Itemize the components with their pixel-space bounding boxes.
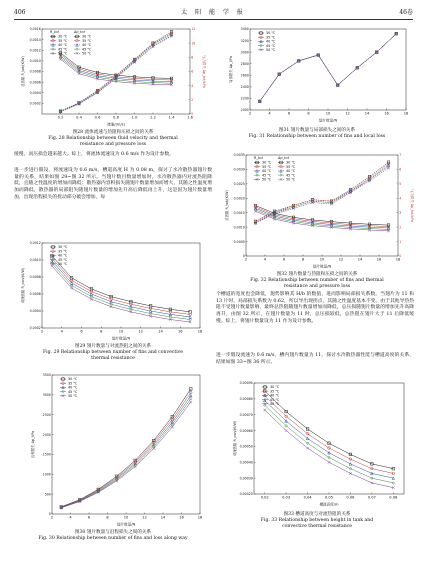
- legend2-entry: 40 ℃: [82, 43, 92, 48]
- y2-tick-label: 7: [399, 153, 402, 158]
- legend-entry: 50 ℃: [262, 177, 272, 182]
- x-tick-label: 14: [158, 329, 163, 334]
- x-axis-label: 翅片数量/N: [116, 522, 136, 527]
- y-tick-label: 2200: [240, 96, 249, 101]
- y-tick-label: 0: [242, 254, 245, 259]
- legend2-entry: 50 ℃: [82, 51, 92, 56]
- legend-entry: 40 ℃: [68, 385, 78, 390]
- x-tick-label: 6: [80, 329, 83, 334]
- legend-entry: 30 ℃: [262, 160, 272, 165]
- y2-axis-label: 压力损失 Δp_tot/kPa: [410, 189, 414, 222]
- legend-entry: 35 ℃: [58, 38, 68, 43]
- y-tick-label: 2800: [240, 61, 249, 66]
- y-axis-label: 总热阻 R_tot/(K/W): [225, 190, 229, 221]
- figure-29-chart: [20, 238, 206, 342]
- paragraph-right-2: 进一步假设流速为 0.6 m/s，槽内翅片数量为 11，探讨水冷散热器性能与槽道高度的关系，结果如图 33~图 36 所示。: [216, 353, 414, 365]
- series-line-0: [61, 389, 191, 507]
- y-tick-label: 0.00070: [239, 412, 253, 417]
- y-tick-label: 0.00040: [239, 460, 253, 465]
- series-line-4: [52, 266, 190, 322]
- figure-28-caption: 图28 流体流速与热阻和压损之间的关系 Fig. 28 Relationship between fluid velocity and thermal resistance and pressure loss: [48, 130, 178, 148]
- f28-svg: [20, 24, 206, 128]
- y-tick-label: 1000: [42, 472, 51, 477]
- legend-entry: 45 ℃: [68, 389, 78, 394]
- y2-tick-label: 1: [399, 239, 402, 244]
- f29-svg: [20, 238, 206, 342]
- y-tick-label: 0.00080: [239, 397, 253, 402]
- y-tick-label: 0.0025: [233, 182, 245, 187]
- legend-entry: 35 ℃: [270, 389, 280, 394]
- y2-axis-label: 压力损失 Δp_tot/kPa: [202, 55, 206, 88]
- x-tick-label: 1.6: [187, 115, 193, 120]
- x-tick-label: 0.4: [76, 115, 82, 120]
- figure-30-chart: [30, 370, 206, 528]
- legend-entry: 50 ℃: [58, 51, 68, 56]
- y-tick-label: 0.0002: [29, 101, 41, 106]
- series-point: [78, 72, 81, 75]
- y-tick-label: 0.0005: [233, 239, 245, 244]
- page-number: 406: [14, 9, 26, 16]
- y-tick-label: 0.00020: [239, 492, 253, 497]
- figure-33-chart: [232, 378, 410, 508]
- legend-entry: 45 ℃: [58, 257, 68, 262]
- x-axis-label: 翅片数量/N: [111, 336, 131, 341]
- series-line-2: [61, 396, 191, 508]
- y-tick-label: 0.0006: [29, 292, 41, 297]
- x-axis-label: 槽道高度/m: [319, 502, 339, 507]
- series-point: [59, 58, 62, 61]
- y-tick-label: 1500: [42, 452, 51, 457]
- y-tick-label: 3000: [240, 50, 249, 55]
- y-tick-label: 2000: [42, 432, 51, 437]
- legend2-title: Δp_tot: [278, 156, 289, 160]
- x-tick-label: 0.05: [324, 495, 334, 500]
- y2-tick-label: 0: [399, 254, 402, 259]
- y2-tick-label: 6: [399, 167, 402, 172]
- y-tick-label: 0.0010: [29, 258, 41, 263]
- x-tick-label: 0.07: [367, 495, 376, 500]
- y-tick-label: 0.0004: [29, 90, 41, 95]
- f33-svg: [232, 378, 410, 508]
- x-tick-label: 18: [395, 257, 401, 262]
- figure-32-chart: [224, 150, 414, 270]
- y2-tick-label: 2: [191, 98, 194, 103]
- x-tick-label: 10: [319, 257, 325, 262]
- x-tick-label: 4: [60, 329, 63, 334]
- x-tick-label: 2: [50, 515, 54, 520]
- x-tick-label: 1.0: [131, 115, 138, 120]
- x-tick-label: 6: [287, 111, 291, 116]
- paragraph-left-2: 进一步进行假设，将流速设为 0.6 m/s，槽道高度 H 为 0.08 m，探讨了水冷散热器翅片数量的关系，结果如图 29~图 32 所示。当翅片数目数量增加时，水冷散热器内对流热阻降低，且随之性温度的增加而降低；散热器内容积损失随翅片数量增加而增大，其随之性温度增加而降低，散热器的局部阻失随翅片数量的增加先升高后降低再上升，这是因为翅片数量增加，出现沿程损失的扰动部分破会增加，每: [14, 168, 212, 200]
- x-tick-label: 1.4: [168, 115, 175, 120]
- legend-entry: 30 ℃: [270, 385, 280, 390]
- y2-tick-label: 4: [191, 83, 194, 88]
- series-point: [263, 409, 266, 412]
- series-point: [285, 429, 288, 432]
- y-tick-label: 0.00050: [239, 444, 253, 449]
- series-point: [349, 472, 352, 475]
- x-tick-label: 14: [357, 257, 363, 262]
- x-tick-label: 2: [40, 329, 44, 334]
- y-tick-label: 0.0030: [233, 167, 245, 172]
- series-line-2: [260, 34, 397, 102]
- series-line-4: [260, 34, 397, 102]
- volume-label: 46卷: [399, 9, 413, 16]
- x-tick-label: 16: [177, 329, 183, 334]
- journal-title: 太 阳 能 学 报: [181, 9, 246, 16]
- x-tick-label: 12: [338, 257, 344, 262]
- legend2-entry: 30 ℃: [82, 34, 92, 39]
- x-tick-label: 16: [179, 515, 184, 520]
- figure-29-caption: 图29 翅片数量与对流热阻之间的关系 Fig. 29 Relationship between number of fins and convective thermal resistance: [43, 344, 183, 362]
- y-tick-label: 2000: [240, 108, 249, 113]
- x-tick-label: 2: [244, 257, 248, 262]
- y-tick-label: 3400: [240, 27, 249, 32]
- figure-31-caption: 图31 翅片数量与局部损失之间的关系 Fig. 31 Relationship between number of fins and local loss: [248, 128, 386, 140]
- legend-entry: 45 ℃: [262, 173, 272, 178]
- y-tick-label: 3500: [42, 373, 51, 378]
- y-tick-label: 0.00060: [239, 428, 253, 433]
- legend-entry: 30 ℃: [266, 31, 276, 36]
- y-tick-label: 0.00090: [239, 381, 253, 386]
- y-tick-label: 0.0006: [29, 80, 41, 85]
- x-axis-label: 翅片数量/N: [318, 118, 338, 123]
- y2-tick-label: 0: [191, 112, 194, 117]
- legend-entry: 45 ℃: [270, 397, 280, 402]
- x-tick-label: 16: [376, 257, 382, 262]
- legend-entry: 30 ℃: [68, 377, 78, 382]
- x-tick-label: 18: [197, 515, 203, 520]
- x-tick-label: 4: [263, 257, 267, 262]
- x-tick-label: 0.08: [389, 495, 398, 500]
- y-tick-label: 2600: [240, 73, 249, 78]
- series-line-0: [260, 34, 397, 102]
- y2-tick-label: 8: [191, 55, 194, 60]
- f31-svg: [228, 24, 412, 124]
- legend-entry: 45 ℃: [266, 43, 276, 48]
- x-tick-label: 10: [325, 111, 331, 116]
- x-tick-label: 16: [384, 111, 389, 116]
- y-tick-label: 0.0035: [233, 153, 245, 158]
- legend-entry: 50 ℃: [270, 402, 280, 406]
- x-tick-label: 12: [142, 515, 147, 520]
- x-tick-label: 0.04: [303, 495, 312, 500]
- y-tick-label: 0.0010: [233, 225, 245, 230]
- f30-svg: [30, 370, 206, 528]
- legend-entry: 35 ℃: [266, 35, 276, 40]
- y-tick-label: 500: [44, 492, 51, 497]
- y-tick-label: 3200: [240, 38, 249, 43]
- y2-tick-label: 6: [191, 69, 194, 74]
- y-tick-label: 0: [48, 512, 51, 517]
- x-tick-label: 12: [138, 329, 144, 334]
- legend-entry: 35 ℃: [68, 381, 78, 386]
- x-tick-label: 0.6: [94, 115, 101, 120]
- y-tick-label: 0.0014: [29, 37, 41, 42]
- y2-tick-label: 5: [399, 182, 402, 187]
- series-point: [189, 401, 192, 404]
- x-tick-label: 14: [160, 515, 166, 520]
- legend-title: R_tot: [254, 156, 263, 160]
- legend-entry: 40 ℃: [58, 43, 68, 48]
- series-line-3: [260, 34, 397, 102]
- y2-tick-label: 12: [191, 27, 196, 32]
- x-tick-label: 0.8: [113, 115, 119, 120]
- x-tick-label: 0.03: [282, 495, 291, 500]
- legend-entry: 50 ℃: [266, 48, 276, 52]
- legend-entry: 30 ℃: [58, 34, 68, 39]
- f32-svg: [224, 150, 414, 270]
- series-line-3: [265, 405, 394, 483]
- y-tick-label: 0.0012: [29, 48, 41, 53]
- y-tick-label: 0.0002: [29, 326, 41, 331]
- legend-title: R_tot: [50, 30, 59, 34]
- legend2-entry: 45 ℃: [286, 173, 296, 178]
- x-tick-label: 8: [301, 257, 305, 262]
- series-point: [134, 465, 137, 468]
- series-line-1: [260, 34, 397, 102]
- figure-30-caption: 图30 翅片数量与沿程损失之间的关系 Fig. 30 Relationship between number of fins and loss along way: [38, 530, 188, 542]
- series2-line-3: [61, 35, 172, 111]
- series-line-0: [265, 391, 394, 469]
- y-axis-label: 沿程损失 Δp_f/Pa: [31, 430, 35, 459]
- figure-28-chart: [20, 24, 206, 128]
- y-tick-label: 0.0012: [29, 241, 41, 246]
- y-axis-label: 对流热阻 R_con/(K/W): [21, 267, 25, 304]
- legend2-entry: 45 ℃: [82, 47, 92, 52]
- x-tick-label: 12: [345, 111, 350, 116]
- x-tick-label: 6: [282, 257, 286, 262]
- legend-entry: 40 ℃: [266, 39, 276, 44]
- series-point: [254, 210, 257, 213]
- y-tick-label: 3000: [42, 393, 51, 398]
- legend-entry: 50 ℃: [58, 262, 68, 266]
- x-tick-label: 18: [403, 111, 409, 116]
- y-axis-label: 局部损失 Δp_l/Pa: [229, 56, 233, 83]
- legend2-marker: [76, 52, 79, 55]
- paragraph-left-1: 缓慢，而压损会越来越大。综上，将流体流速设为 0.6 m/s 作为设计参数。: [14, 152, 174, 157]
- x-tick-label: 6: [87, 515, 91, 520]
- y-tick-label: 0.0015: [233, 210, 245, 215]
- legend2-entry: 35 ℃: [82, 38, 92, 43]
- legend-entry: 40 ℃: [270, 393, 280, 398]
- x-tick-label: 4: [69, 515, 72, 520]
- x-tick-label: 18: [197, 329, 203, 334]
- legend-entry: 50 ℃: [68, 394, 78, 398]
- legend2-entry: 50 ℃: [286, 177, 296, 182]
- x-tick-label: 0.06: [346, 495, 355, 500]
- x-tick-label: 8: [307, 111, 310, 116]
- x-tick-label: 0.2: [57, 115, 64, 120]
- legend-entry: 40 ℃: [262, 169, 272, 174]
- series2-point: [387, 167, 390, 170]
- legend2-entry: 30 ℃: [286, 160, 296, 165]
- series-line-4: [265, 410, 394, 488]
- legend-entry: 35 ℃: [262, 164, 272, 169]
- legend-entry: 45 ℃: [58, 47, 68, 52]
- x-tick-label: 10: [123, 515, 129, 520]
- y-tick-label: 0.0016: [29, 27, 41, 32]
- x-tick-label: 1.2: [150, 115, 156, 120]
- legend-entry: 40 ℃: [58, 253, 68, 258]
- x-tick-label: 8: [100, 329, 103, 334]
- y-axis-label: 总热阻 R_tot/(K/W): [21, 56, 25, 87]
- y2-tick-label: 3: [399, 210, 402, 215]
- header-rule: [14, 19, 413, 20]
- y2-tick-label: 2: [399, 225, 402, 230]
- y-tick-label: 2500: [42, 412, 51, 417]
- legend2-entry: 40 ℃: [286, 169, 296, 174]
- legend-entry: 35 ℃: [58, 249, 68, 254]
- y-tick-label: 0.00030: [239, 476, 253, 481]
- x-tick-label: 10: [118, 329, 124, 334]
- y-tick-label: 0.0010: [29, 59, 41, 64]
- x-tick-label: 0.02: [260, 495, 269, 500]
- y2-tick-label: 10: [191, 41, 196, 46]
- legend2-title: Δp_tot: [74, 30, 85, 34]
- y-tick-label: 0.0004: [29, 309, 41, 314]
- x-tick-label: 4: [268, 111, 271, 116]
- y-tick-label: 0.0008: [29, 275, 41, 280]
- y-axis-label: 对流热阻 R_con/(K/W): [233, 420, 237, 457]
- figure-32-caption: 图32 翅片数量与热阻和压损之间的关系 Fig. 32 Relationship between number of fins and thermal resistance and pressure loss: [250, 272, 384, 290]
- legend-entry: 30 ℃: [58, 245, 68, 250]
- legend2-marker: [280, 178, 283, 181]
- y2-tick-label: 4: [399, 196, 402, 201]
- legend2-entry: 35 ℃: [286, 164, 296, 169]
- y-tick-label: 0.0008: [29, 69, 41, 74]
- x-tick-label: 14: [364, 111, 370, 116]
- x-axis-label: 流速/(m/s): [107, 122, 125, 127]
- y-tick-label: 0.0020: [233, 196, 245, 201]
- figure-31-chart: [228, 24, 412, 124]
- series-point: [306, 447, 309, 450]
- paragraph-right-1: 个槽道的宽度也会降低，翅势影响其 H/b 的数值，进而影响局部损失系数。当翅片为 11 和 13 片时，局部损失系数为 0.62，所以导出现拐点，其随之性温度基本不变。由于其他导热热阻不受翅片数量影响，最终总热阻随翅片数量增加而降低，总压损随翅片数量的增加先升高降再升，由图 32 所示，在翅片数量为 11 时，总压损较低，总热阻在翅片大于 11 后降低缓慢。综上，将翅片数量设为 11 作为设计参数。: [216, 292, 414, 324]
- y-tick-label: 2400: [240, 85, 249, 90]
- x-axis-label: 翅片数量/N: [312, 264, 332, 269]
- x-tick-label: 8: [106, 515, 109, 520]
- series-line-1: [52, 258, 190, 314]
- x-tick-label: 2: [248, 111, 252, 116]
- figure-33-caption: 图33 槽道高度与对流热阻的关系 Fig. 33 Relationship between height in tank and convective thermal resistance: [260, 512, 374, 530]
- series-point: [328, 461, 331, 464]
